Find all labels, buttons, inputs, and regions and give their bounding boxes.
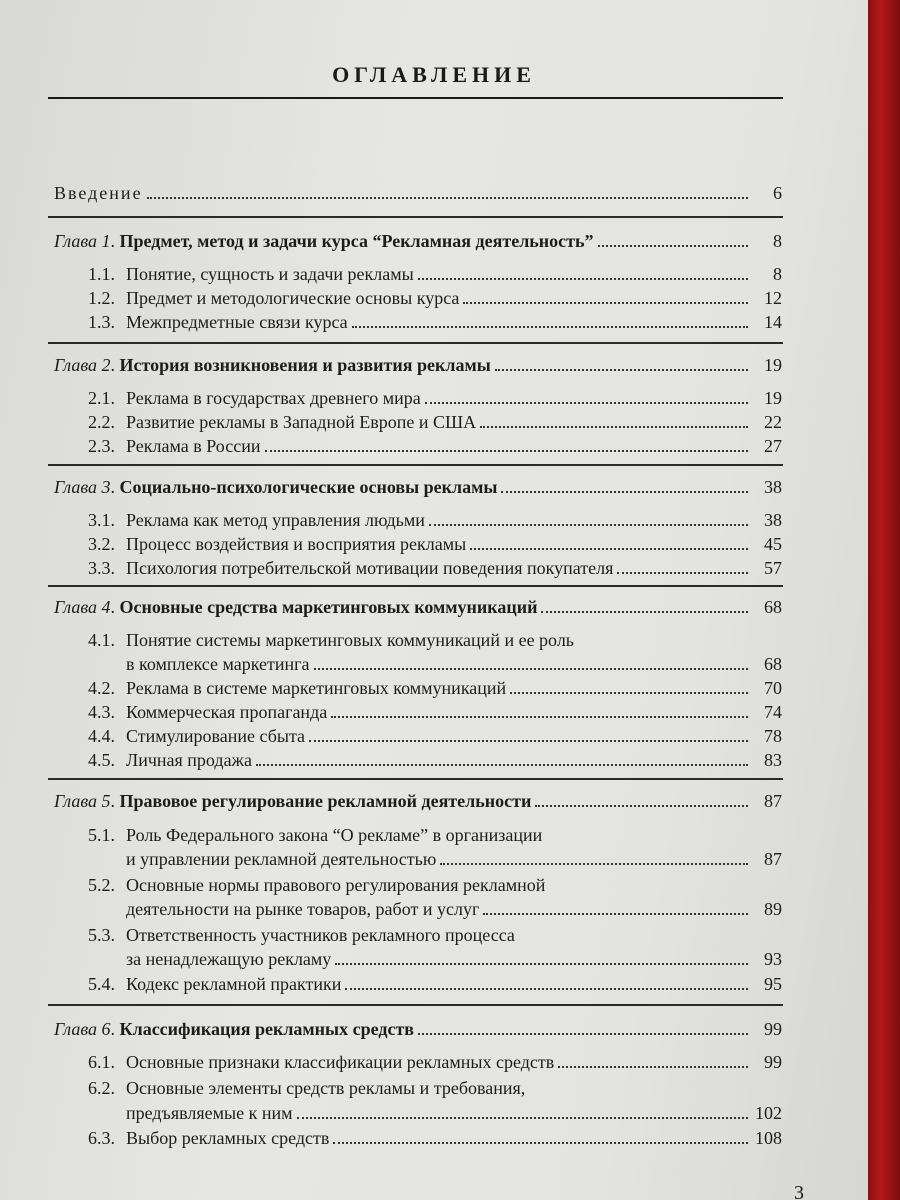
chapter-label: Глава 3: [54, 477, 111, 497]
section-number: 6.3.: [88, 1128, 115, 1148]
section-number: 4.4.: [88, 726, 115, 746]
separator-line: [48, 464, 783, 466]
section-page: 95: [764, 974, 782, 994]
section-number: 3.3.: [88, 558, 115, 578]
section-title: Основные элементы средств рекламы и требования,: [126, 1078, 526, 1098]
section-page: 89: [764, 899, 782, 919]
dot-leader: [483, 913, 748, 915]
dot-leader: [345, 988, 748, 990]
chapter-title: Основные средства маркетинговых коммуникаций: [119, 597, 538, 617]
dot-leader: [418, 1033, 748, 1035]
toc-section-continuation: [126, 946, 782, 970]
dot-leader: [309, 740, 748, 742]
section-title-line2: в комплексе маркетинга: [126, 654, 310, 674]
toc-entry-intro: [54, 180, 782, 204]
chapter-label: Глава 4: [54, 597, 111, 617]
section-page: 83: [764, 750, 782, 770]
toc-section: [88, 385, 782, 409]
toc-chapter-1: Глава 1. Предмет, метод и задачи курса “Рекламная деятельность” 8: [54, 231, 782, 251]
section-page: 78: [764, 726, 782, 746]
toc-section: [88, 971, 782, 995]
dot-leader: [463, 302, 748, 304]
section-number: 1.1.: [88, 264, 115, 284]
toc-section: [88, 627, 782, 651]
toc-section: [88, 699, 782, 723]
chapter-label: Глава 6: [54, 1019, 111, 1039]
toc-section: [88, 675, 782, 699]
toc-section: [88, 872, 782, 896]
chapter-title: Предмет, метод и задачи курса “Рекламная деятельность”: [119, 231, 594, 251]
dot-leader: [501, 491, 748, 493]
section-title: Развитие рекламы в Западной Европе и США: [126, 412, 477, 432]
section-title: Предмет и методологические основы курса: [126, 288, 460, 308]
dot-leader: [495, 369, 748, 371]
section-page: 8: [773, 264, 782, 284]
heading-rule: [48, 97, 783, 99]
section-page: 74: [764, 702, 782, 722]
separator-line: [48, 216, 783, 218]
chapter-page: 87: [764, 791, 782, 811]
section-title: Реклама в государствах древнего мира: [126, 388, 421, 408]
section-page: 99: [764, 1052, 782, 1072]
toc-section: [88, 309, 782, 333]
chapter-title: История возникновения и развития рекламы: [119, 355, 491, 375]
section-number: 2.3.: [88, 436, 115, 456]
section-page: 45: [764, 534, 782, 554]
section-title: Основные признаки классификации рекламных средств: [126, 1052, 555, 1072]
section-page: 68: [764, 654, 782, 674]
section-number: 6.1.: [88, 1052, 115, 1072]
dot-leader: [147, 197, 748, 199]
dot-leader: [331, 716, 748, 718]
chapter-page: 19: [764, 355, 782, 375]
toc-chapter-4: Глава 4. Основные средства маркетинговых коммуникаций 68: [54, 597, 782, 617]
section-page: 70: [764, 678, 782, 698]
toc-chapter-2: Глава 2. История возникновения и развития рекламы 19: [54, 355, 782, 375]
toc-section: [88, 409, 782, 433]
section-title: Процесс воздействия и восприятия рекламы: [126, 534, 467, 554]
section-title: Стимулирование сбыта: [126, 726, 306, 746]
separator-line: [48, 1004, 783, 1006]
section-number: 4.5.: [88, 750, 115, 770]
section-title: Коммерческая пропаганда: [126, 702, 328, 722]
toc-section-continuation: [126, 896, 782, 920]
dot-leader: [558, 1066, 748, 1068]
toc-section: [88, 723, 782, 747]
section-title: Понятие системы маркетинговых коммуникаций и ее роль: [126, 630, 575, 650]
section-number: 1.3.: [88, 312, 115, 332]
dot-leader: [480, 426, 748, 428]
toc-section: [88, 1125, 782, 1149]
section-number: 6.2.: [88, 1078, 115, 1098]
toc-section: [88, 747, 782, 771]
dot-leader: [429, 524, 748, 526]
section-number: 5.1.: [88, 825, 115, 845]
toc-section-continuation: [126, 651, 782, 675]
toc-section-continuation: [126, 846, 782, 870]
toc-chapter-3: Глава 3. Социально-психологические основы рекламы 38: [54, 477, 782, 497]
section-title: Основные нормы правового регулирования рекламной: [126, 875, 546, 895]
section-title-line2: предъявляемые к ним: [126, 1103, 293, 1123]
section-number: 5.3.: [88, 925, 115, 945]
dot-leader: [297, 1117, 748, 1119]
toc-section: [88, 1049, 782, 1073]
section-title: Понятие, сущность и задачи рекламы: [126, 264, 414, 284]
dot-leader: [265, 450, 749, 452]
section-title: Ответственность участников рекламного процесса: [126, 925, 515, 945]
toc-section: [88, 285, 782, 309]
dot-leader: [470, 548, 748, 550]
toc-section: [88, 822, 782, 846]
section-title: Выбор рекламных средств: [126, 1128, 330, 1148]
dot-leader: [333, 1142, 748, 1144]
chapter-page: 68: [764, 597, 782, 617]
dot-leader: [598, 245, 748, 247]
section-page: 22: [764, 412, 782, 432]
toc-section: [88, 261, 782, 285]
dot-leader: [418, 278, 748, 280]
page-number: 3: [794, 1182, 804, 1200]
section-page: 38: [764, 510, 782, 530]
dot-leader: [510, 692, 748, 694]
section-title: Реклама в системе маркетинговых коммуникаций: [126, 678, 507, 698]
dot-leader: [425, 402, 748, 404]
separator-line: [48, 585, 783, 587]
dot-leader: [440, 863, 748, 865]
section-page: 102: [755, 1103, 782, 1123]
section-page: 57: [764, 558, 782, 578]
dot-leader: [335, 963, 748, 965]
section-title-line2: и управлении рекламной деятельностью: [126, 849, 437, 869]
intro-page: 6: [773, 183, 782, 203]
toc-section-continuation: [126, 1100, 782, 1124]
chapter-page: 38: [764, 477, 782, 497]
toc-chapter-5: Глава 5. Правовое регулирование рекламной деятельности 87: [54, 791, 782, 811]
section-page: 87: [764, 849, 782, 869]
book-cover-edge: [868, 0, 900, 1200]
section-number: 3.1.: [88, 510, 115, 530]
section-number: 4.2.: [88, 678, 115, 698]
toc-section: [88, 507, 782, 531]
section-number: 4.1.: [88, 630, 115, 650]
dot-leader: [352, 326, 748, 328]
chapter-title: Классификация рекламных средств: [119, 1019, 415, 1039]
section-title-line2: за ненадлежащую рекламу: [126, 949, 332, 969]
section-page: 14: [764, 312, 782, 332]
dot-leader: [617, 572, 748, 574]
section-page: 19: [764, 388, 782, 408]
section-title: Психология потребительской мотивации поведения покупателя: [126, 558, 614, 578]
section-page: 27: [764, 436, 782, 456]
intro-title: Введение: [54, 183, 143, 203]
chapter-title: Правовое регулирование рекламной деятельности: [119, 791, 532, 811]
dot-leader: [541, 611, 748, 613]
dot-leader: [314, 668, 748, 670]
section-title: Кодекс рекламной практики: [126, 974, 342, 994]
section-number: 3.2.: [88, 534, 115, 554]
chapter-label: Глава 2: [54, 355, 111, 375]
chapter-label: Глава 5: [54, 791, 111, 811]
section-number: 2.1.: [88, 388, 115, 408]
section-title-line2: деятельности на рынке товаров, работ и услуг: [126, 899, 480, 919]
section-number: 5.4.: [88, 974, 115, 994]
section-number: 2.2.: [88, 412, 115, 432]
chapter-label: Глава 1: [54, 231, 111, 251]
dot-leader: [256, 764, 748, 766]
section-number: 1.2.: [88, 288, 115, 308]
separator-line: [48, 342, 783, 344]
toc-chapter-6: Глава 6. Классификация рекламных средств 99: [54, 1019, 782, 1039]
section-title: Роль Федерального закона “О рекламе” в организации: [126, 825, 543, 845]
section-title: Межпредметные связи курса: [126, 312, 348, 332]
chapter-page: 99: [764, 1019, 782, 1039]
section-title: Реклама в России: [126, 436, 261, 456]
section-title: Реклама как метод управления людьми: [126, 510, 425, 530]
dot-leader: [535, 805, 748, 807]
separator-line: [48, 778, 783, 780]
section-page: 12: [764, 288, 782, 308]
toc-section: [88, 531, 782, 555]
toc-section: [88, 433, 782, 457]
chapter-title: Социально-психологические основы рекламы: [119, 477, 498, 497]
section-number: 5.2.: [88, 875, 115, 895]
section-page: 93: [764, 949, 782, 969]
section-title: Личная продажа: [126, 750, 252, 770]
section-page: 108: [755, 1128, 782, 1148]
section-number: 4.3.: [88, 702, 115, 722]
toc-section: [88, 1075, 782, 1099]
toc-section: [88, 555, 782, 579]
toc-section: [88, 922, 782, 946]
toc-heading: ОГЛАВЛЕНИЕ: [332, 62, 536, 87]
chapter-page: 8: [773, 231, 782, 251]
